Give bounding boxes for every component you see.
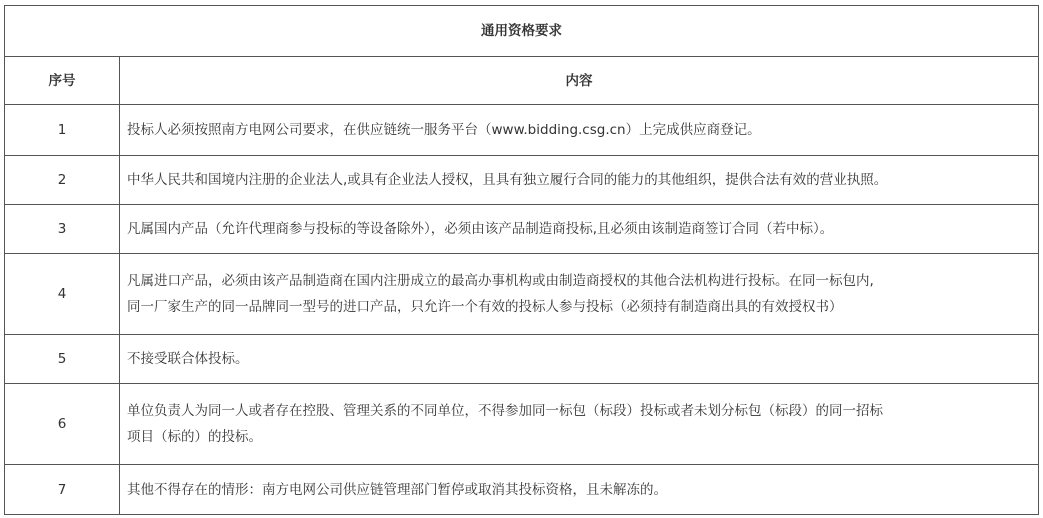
table-row <box>5 205 1039 254</box>
content-line: 项目（标的）的投标。 <box>127 429 262 445</box>
row-number: 1 <box>5 105 120 156</box>
content-line: 凡属国内产品（允许代理商参与投标的等设备除外），必须由该产品制造商投标,且必须由该制造商签订合同（若中标）。 <box>127 221 834 237</box>
row-number: 4 <box>5 254 120 335</box>
row-content <box>120 205 1039 254</box>
content-line: 单位负责人为同一人或者存在控股、管理关系的不同单位，不得参加同一标包（标段）投标或者未划分标包（标段）的同一招标 <box>127 403 883 419</box>
table-row <box>5 254 1039 335</box>
row-content <box>120 254 1039 335</box>
qualification-requirements-table <box>4 5 1039 515</box>
table-title: 通用资格要求 <box>5 6 1039 57</box>
row-number: 6 <box>5 384 120 465</box>
table-row <box>5 156 1039 205</box>
table-header-row <box>5 57 1039 105</box>
row-content <box>120 465 1039 515</box>
row-number: 3 <box>5 205 120 254</box>
row-content <box>120 105 1039 156</box>
table-title-row <box>5 6 1039 57</box>
content-line: 投标人必须按照南方电网公司要求，在供应链统一服务平台（www.bidding.csg.cn）上完成供应商登记。 <box>127 122 761 138</box>
table-row <box>5 105 1039 156</box>
content-line: 中华人民共和国境内注册的企业法人,或具有企业法人授权，且具有独立履行合同的能力的其他组织，提供合法有效的营业执照。 <box>127 172 888 188</box>
table-row <box>5 384 1039 465</box>
row-content <box>120 156 1039 205</box>
content-line: 其他不得存在的情形：南方电网公司供应链管理部门暂停或取消其投标资格，且未解冻的。 <box>127 481 667 498</box>
header-serial-number: 序号 <box>5 57 120 105</box>
row-content <box>120 335 1039 384</box>
row-number: 5 <box>5 335 120 384</box>
content-line: 不接受联合体投标。 <box>127 351 249 367</box>
row-number: 7 <box>5 465 120 515</box>
content-line: 同一厂家生产的同一品牌同一型号的进口产品，只允许一个有效的投标人参与投标（必须持有制造商出具的有效授权书） <box>127 299 843 315</box>
table-row <box>5 465 1039 515</box>
header-content: 内容 <box>120 57 1039 105</box>
table-row <box>5 335 1039 384</box>
row-number: 2 <box>5 156 120 205</box>
row-content <box>120 384 1039 465</box>
content-line: 凡属进口产品，必须由该产品制造商在国内注册成立的最高办事机构或由制造商授权的其他合法机构进行投标。在同一标包内, <box>127 273 874 289</box>
